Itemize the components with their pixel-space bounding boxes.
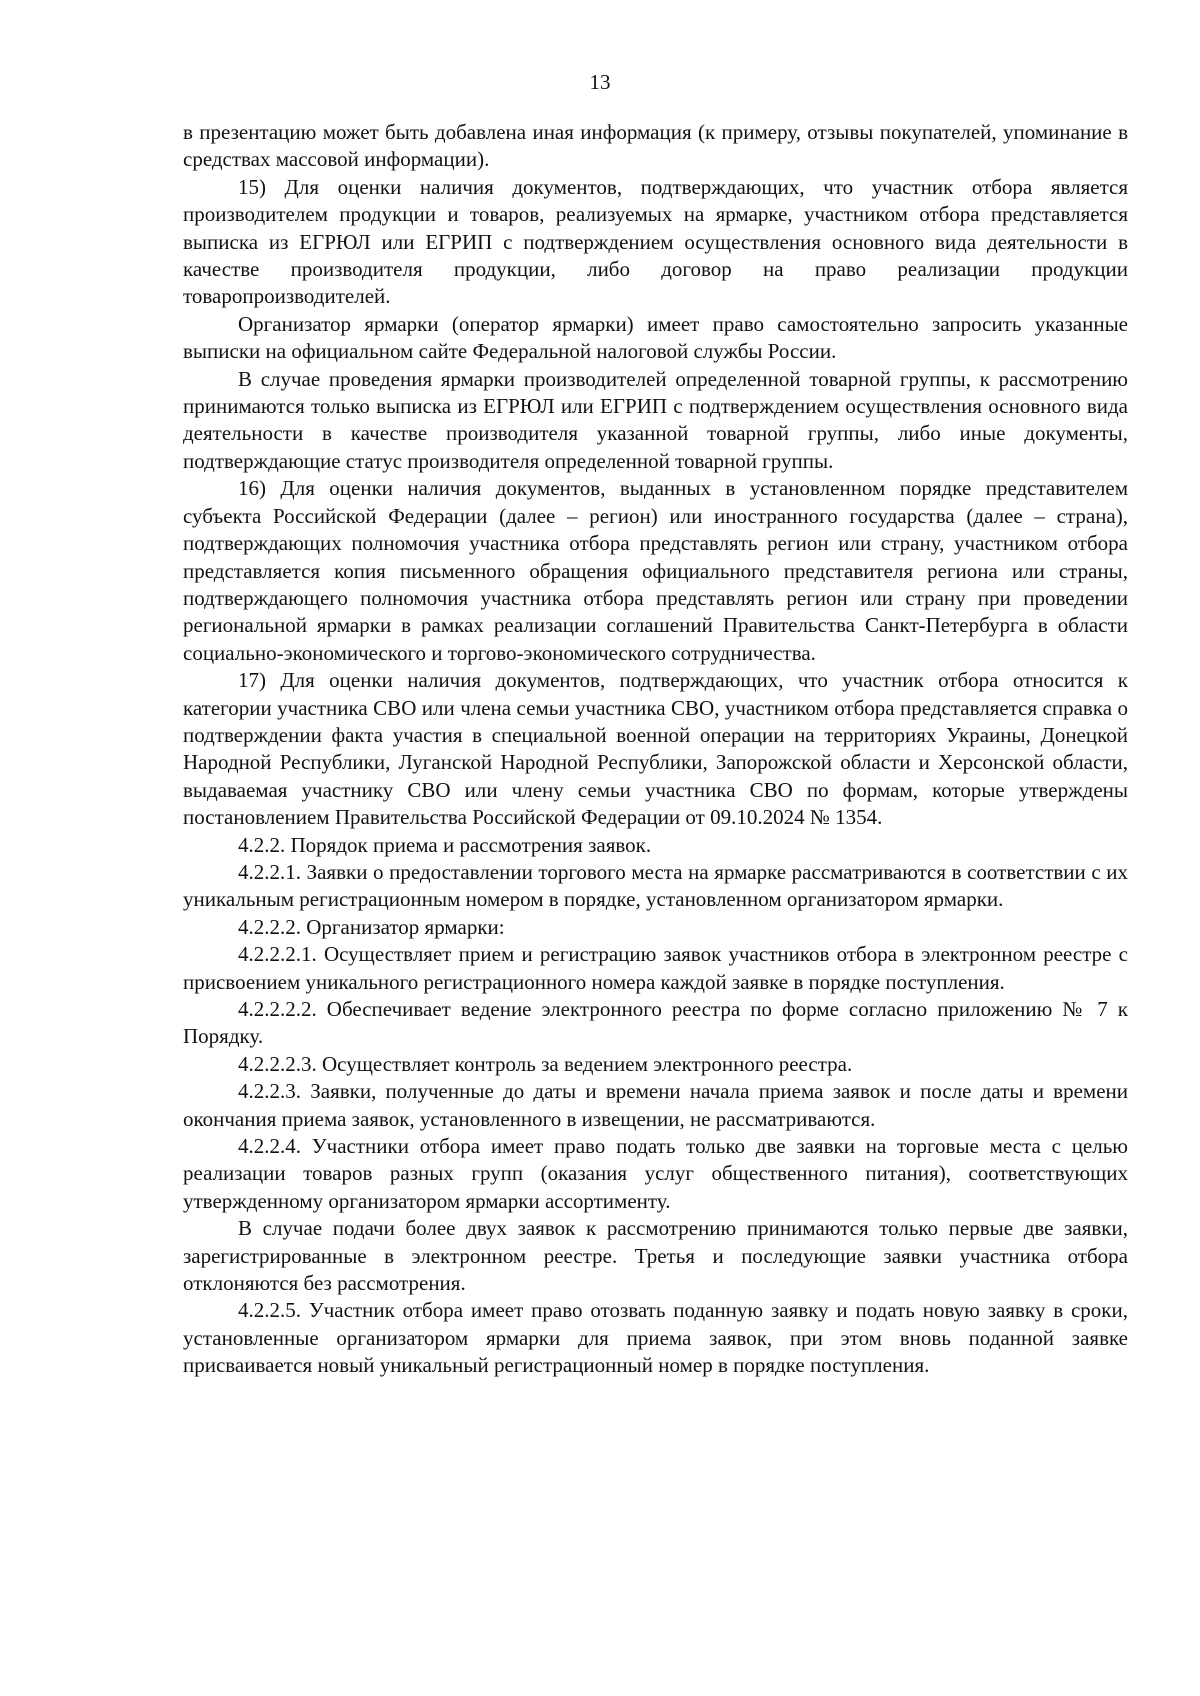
paragraph: В случае подачи более двух заявок к рассмотрению принимаются только первые две заявки, зарегистрированные в электронном реестре. Третья и последующие заявки участника отбора отклоняются без рассмотрения. (183, 1216, 1128, 1296)
paragraph: 17) Для оценки наличия документов, подтверждающих, что участник отбора относится к категории участника СВО или члена семьи участника СВО, участником отбора представляется справка о подтверждении факта участия в специальной военной операции на территориях Украины, Донецкой Народной Республики, Луганской Народной Республики, Запорожской области и Херсонской области, выдаваемая участнику СВО или члену семьи участника СВО по формам, которые утверждены постановлением Правительства Российской Федерации от 09.10.2024 № 1354. (183, 668, 1128, 830)
paragraph: 4.2.2.2.2. Обеспечивает ведение электронного реестра по форме согласно приложению № 7 к Порядку. (183, 997, 1128, 1049)
paragraph: 4.2.2.4. Участники отбора имеет право подать только две заявки на торговые места с целью реализации товаров разных групп (оказания услуг общественного питания), соответствующих утвержденному организатором ярмарки ассортименту. (183, 1134, 1128, 1213)
paragraph: Организатор ярмарки (оператор ярмарки) имеет право самостоятельно запросить указанные выписки на официальном сайте Федеральной налоговой службы России. (183, 311, 1128, 364)
paragraph: в презентацию может быть добавлена иная информация (к примеру, отзывы покупателей, упоминание в средствах массовой информации). (183, 120, 1128, 172)
paragraph: 4.2.2.5. Участник отбора имеет право отозвать поданную заявку и подать новую заявку в сроки, установленные организатором ярмарки для приема заявок, при этом вновь поданной заявке присваивается новый уникальный регистрационный номер в порядке поступления. (183, 1298, 1128, 1378)
paragraph: 4.2.2.3. Заявки, полученные до даты и времени начала приема заявок и после даты и времени окончания приема заявок, установленного в извещении, не рассматриваются. (183, 1079, 1128, 1131)
paragraph: 4.2.2.2. Организатор ярмарки: (238, 914, 505, 939)
paragraph: 15) Для оценки наличия документов, подтверждающих, что участник отбора является производителем продукции и товаров, реализуемых на ярмарке, участником отбора представляется выписка из ЕГРЮЛ или ЕГРИП с подтверждением осуществления основного вида деятельности в качестве производителя продукции, либо договор на право реализации продукции товаропроизводителей. (183, 174, 1128, 309)
paragraph: В случае проведения ярмарки производителей определенной товарной группы, к рассмотрению принимаются только выписка из ЕГРЮЛ или ЕГРИП с подтверждением осуществления основного вида деятельности в качестве производителя указанной товарной группы, либо иные документы, подтверждающие статус производителя определенной товарной группы. (183, 366, 1128, 473)
paragraph: 4.2.2.2.3. Осуществляет контроль за ведением электронного реестра. (238, 1051, 853, 1076)
paragraph: 4.2.2.2.1. Осуществляет прием и регистрацию заявок участников отбора в электронном реестре с присвоением уникального регистрационного номера каждой заявке в порядке поступления. (183, 942, 1128, 994)
paragraph: 16) Для оценки наличия документов, выданных в установленном порядке представителем субъекта Российской Федерации (далее – регион) или иностранного государства (далее – страна), подтверждающих полномочия участника отбора представлять регион или страну, участником отбора представляется копия письменного обращения официального представителя региона или страны, подтверждающего полномочия участника отбора представлять регион или страну при проведении региональной ярмарки в рамках реализации соглашений Правительства Санкт-Петербурга в области социально-экономического и торгово-экономического сотрудничества. (183, 476, 1128, 665)
page-number: 13 (589, 70, 611, 94)
document-body (183, 119, 1128, 1380)
paragraph: 4.2.2. Порядок приема и рассмотрения заявок. (238, 832, 652, 857)
paragraph: 4.2.2.1. Заявки о предоставлении торгового места на ярмарке рассматриваются в соответствии с их уникальным регистрационным номером в порядке, установленном организатором ярмарки. (183, 859, 1128, 912)
